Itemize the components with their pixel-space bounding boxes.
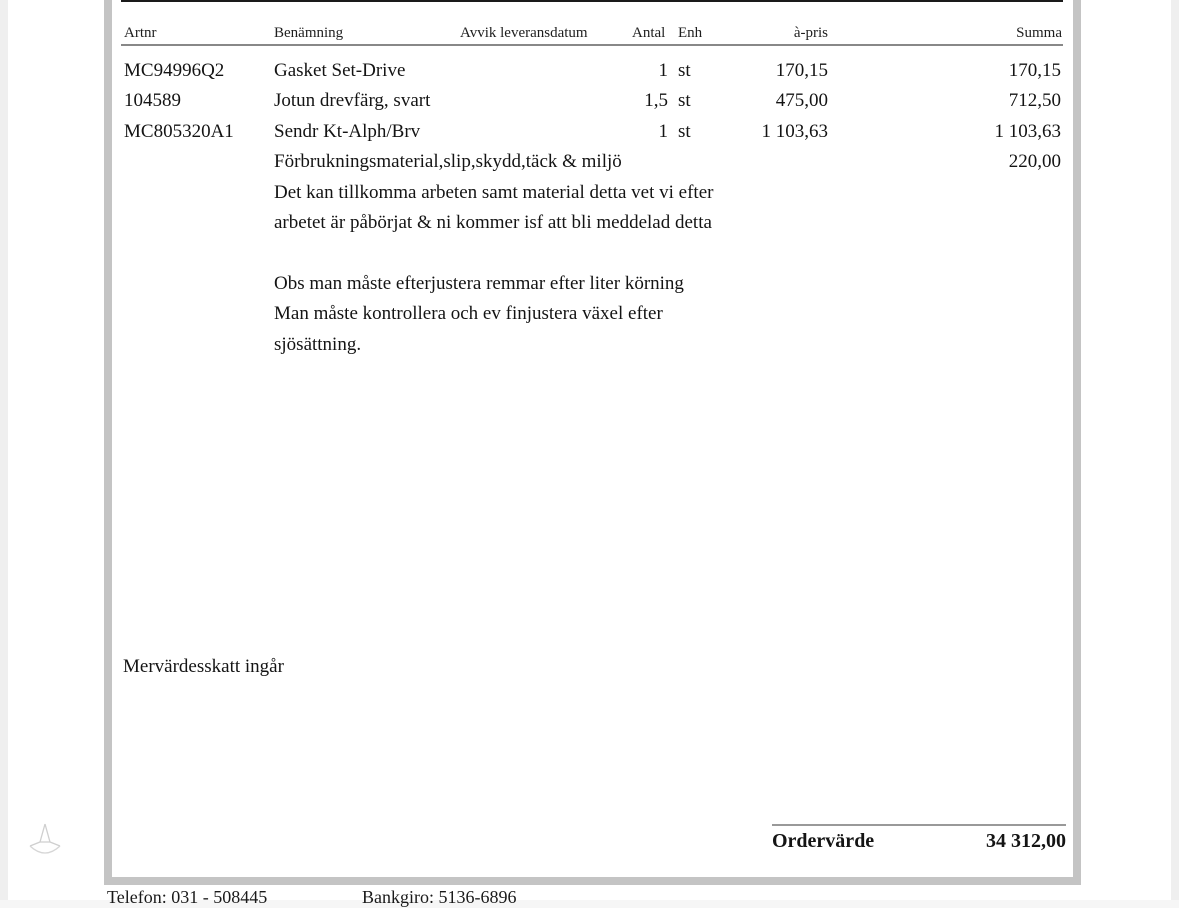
order-value-label: Ordervärde [772, 830, 875, 852]
note-line-2: arbetet är påbörjat & ni kommer isf att bli meddelad detta [274, 212, 712, 233]
row-1-antal: 1 [658, 60, 668, 81]
vat-note: Mervärdesskatt ingår [123, 656, 284, 677]
header-enh: Enh [678, 25, 703, 41]
left-margin [0, 0, 8, 900]
header-benamning: Benämning [274, 25, 344, 41]
row-1-summa: 170,15 [1008, 60, 1061, 81]
row-2-apris: 475,00 [775, 90, 828, 111]
header-avvik: Avvik leveransdatum [460, 25, 588, 41]
note-line-5: Man måste kontrollera och ev finjustera växel efter [274, 303, 663, 324]
row-1-apris: 170,15 [775, 60, 828, 81]
right-margin [1171, 0, 1179, 900]
watermark-logo-icon [26, 820, 64, 858]
row-3-benamning: Sendr Kt-Alph/Brv [274, 121, 421, 142]
row-4-benamning: Förbrukningsmaterial,slip,skydd,täck & miljö [274, 151, 622, 172]
invoice-frame [104, 0, 1081, 885]
row-1-artnr: MC94996Q2 [124, 60, 225, 81]
row-2-summa: 712,50 [1008, 90, 1061, 111]
header-summa: Summa [1016, 25, 1062, 41]
row-3-antal: 1 [658, 121, 668, 142]
note-line-1: Det kan tillkomma arbeten samt material detta vet vi efter [274, 182, 714, 203]
footer-phone: Telefon: 031 - 508445 [107, 887, 268, 907]
row-1-enh: st [678, 60, 691, 81]
row-2-enh: st [678, 90, 691, 111]
header-rule [121, 44, 1063, 46]
note-line-6: sjösättning. [274, 334, 362, 355]
row-2-artnr: 104589 [124, 90, 181, 111]
row-1-benamning: Gasket Set-Drive [274, 60, 406, 81]
row-2-antal: 1,5 [644, 90, 668, 111]
invoice-body [112, 0, 1073, 877]
order-value-rule [772, 824, 1066, 826]
order-value-amount: 34 312,00 [986, 830, 1066, 852]
row-3-apris: 1 103,63 [761, 121, 828, 142]
document-page [8, 0, 1171, 907]
row-3-summa: 1 103,63 [994, 121, 1061, 142]
header-artnr: Artnr [124, 25, 157, 41]
note-line-4: Obs man måste efterjustera remmar efter liter körning [274, 273, 684, 294]
top-rule [121, 0, 1063, 2]
footer-bankgiro: Bankgiro: 5136-6896 [362, 887, 517, 907]
row-4-summa: 220,00 [1008, 151, 1061, 172]
header-apris: à-pris [793, 25, 828, 41]
header-antal: Antal [632, 25, 666, 41]
row-2-benamning: Jotun drevfärg, svart [274, 90, 431, 111]
row-3-artnr: MC805320A1 [124, 121, 234, 142]
row-3-enh: st [678, 121, 691, 142]
